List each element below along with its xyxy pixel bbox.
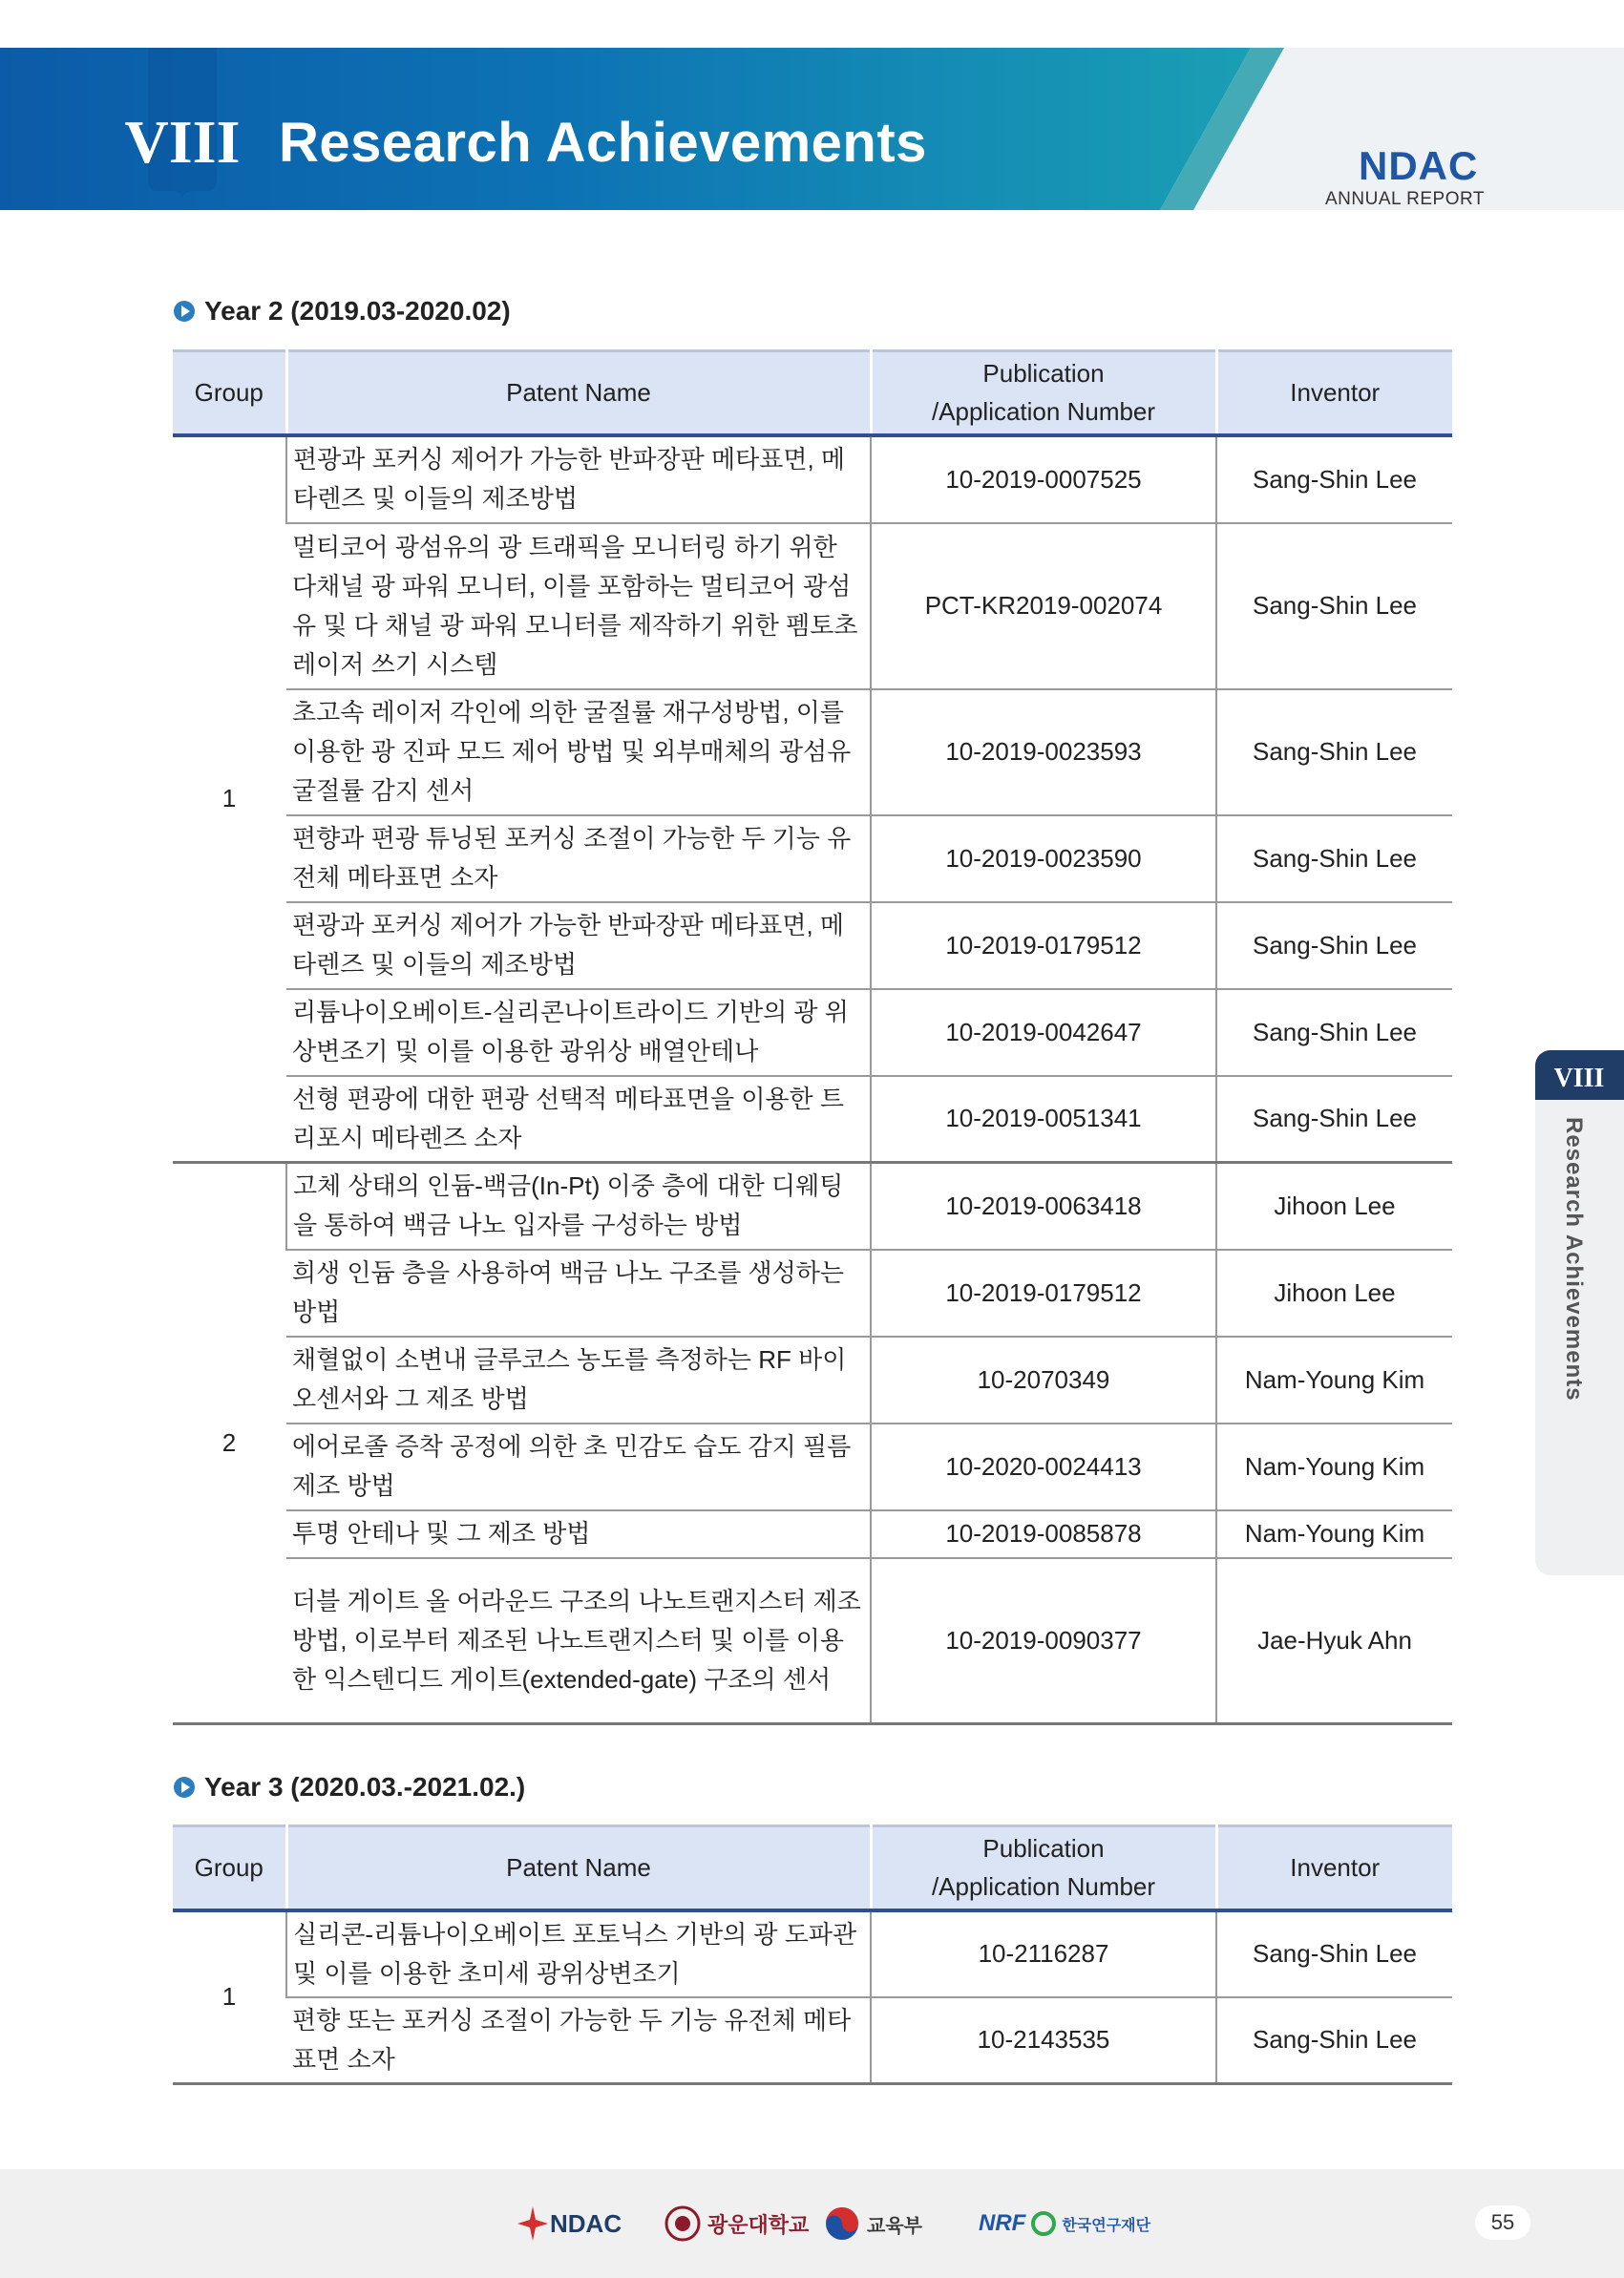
inventor: Nam-Young Kim xyxy=(1216,1337,1452,1424)
inventor: Sang-Shin Lee xyxy=(1216,435,1452,523)
application-number: 10-2020-0024413 xyxy=(871,1424,1216,1510)
year3-heading-text: Year 3 (2020.03.-2021.02.) xyxy=(204,1772,526,1802)
table-row xyxy=(173,523,1452,689)
taegeuk-icon xyxy=(823,2204,861,2243)
inventor: Sang-Shin Lee xyxy=(1216,1076,1452,1163)
patent-name: 초고속 레이저 각인에 의한 굴절률 재구성방법, 이를 이용한 광 진파 모드 제어 방법 및 외부매체의 광섬유 굴절률 감지 센서 xyxy=(286,689,871,815)
application-number: 10-2019-0023593 xyxy=(871,689,1216,815)
application-number: 10-2019-0051341 xyxy=(871,1076,1216,1163)
year2-heading-text: Year 2 (2019.03-2020.02) xyxy=(204,296,511,326)
page-footer xyxy=(0,2169,1624,2278)
year3-patent-table xyxy=(173,1825,1452,2085)
university-seal-icon xyxy=(664,2204,702,2243)
inventor: Jihoon Lee xyxy=(1216,1163,1452,1250)
side-tab-numeral-icon xyxy=(1535,1050,1624,1100)
patent-name: 편향과 편광 튜닝된 포커싱 조절이 가능한 두 기능 유전체 메타표면 소자 xyxy=(286,815,871,902)
patent-name: 편향 또는 포커싱 조절이 가능한 두 기능 유전체 메타표면 소자 xyxy=(286,1997,871,2084)
inventor: Sang-Shin Lee xyxy=(1216,1910,1452,1997)
group-cell: 1 xyxy=(173,435,286,1163)
patent-name: 실리콘-리튬나이오베이트 포토닉스 기반의 광 도파관 및 이를 이용한 초미세 광위상변조기 xyxy=(286,1910,871,1997)
inventor: Sang-Shin Lee xyxy=(1216,1997,1452,2084)
nrf-logo: NRF 한국연구재단 xyxy=(979,2210,1151,2236)
patent-name: 선형 편광에 대한 편광 선택적 메타표면을 이용한 트리포시 메타렌즈 소자 xyxy=(286,1076,871,1163)
application-number: 10-2019-0042647 xyxy=(871,989,1216,1076)
page-title: Research Achievements xyxy=(279,112,927,174)
group-cell: 2 xyxy=(173,1163,286,1724)
inventor: Sang-Shin Lee xyxy=(1216,815,1452,902)
table-header-row xyxy=(173,351,1452,435)
application-number: 10-2019-0090377 xyxy=(871,1558,1216,1724)
inventor: Sang-Shin Lee xyxy=(1216,523,1452,689)
table-row xyxy=(173,435,1452,523)
table-row xyxy=(173,902,1452,989)
inventor: Sang-Shin Lee xyxy=(1216,902,1452,989)
col-header-inventor: Inventor xyxy=(1216,351,1452,435)
inventor: Jae-Hyuk Ahn xyxy=(1216,1558,1452,1724)
col-header-publication: Publication /Application Number xyxy=(871,1826,1216,1910)
table-row xyxy=(173,1424,1452,1510)
group-cell: 1 xyxy=(173,1910,286,2084)
inventor: Nam-Young Kim xyxy=(1216,1510,1452,1558)
ndac-logo: NDAC xyxy=(1359,143,1479,188)
patent-name: 멀티코어 광섬유의 광 트래픽을 모니터링 하기 위한 다채널 광 파워 모니터, 이를 포함하는 멀티코어 광섬유 및 다 채널 광 파워 모니터를 제작하기 위한 펨토초 레이저 쓰기 시스템 xyxy=(286,523,871,689)
patent-name: 편광과 포커싱 제어가 가능한 반파장판 메타표면, 메타렌즈 및 이들의 제조방법 xyxy=(286,902,871,989)
table-row xyxy=(173,815,1452,902)
chapter-numeral: VIII xyxy=(124,108,241,176)
year2-heading xyxy=(174,296,511,327)
side-tab-label: Research Achievements xyxy=(1561,1117,1587,1402)
col-header-group: Group xyxy=(173,351,286,435)
table-row xyxy=(173,1250,1452,1337)
ministry-of-education-logo: 교육부 xyxy=(823,2201,922,2246)
patent-name: 채혈없이 소변내 글루코스 농도를 측정하는 RF 바이오센서와 그 제조 방법 xyxy=(286,1337,871,1424)
table-row xyxy=(173,1558,1452,1724)
application-number: 10-2019-0179512 xyxy=(871,1250,1216,1337)
patent-name: 투명 안테나 및 그 제조 방법 xyxy=(286,1510,871,1558)
table-row xyxy=(173,689,1452,815)
col-header-inventor: Inventor xyxy=(1216,1826,1452,1910)
table-row xyxy=(173,1337,1452,1424)
nrf-swoosh-icon xyxy=(1029,2209,1058,2238)
application-number: 10-2143535 xyxy=(871,1997,1216,2084)
table-row xyxy=(173,1910,1452,1997)
patent-name: 고체 상태의 인듐-백금(In-Pt) 이중 층에 대한 디웨팅을 통하여 백금 나노 입자를 구성하는 방법 xyxy=(286,1163,871,1250)
inventor: Jihoon Lee xyxy=(1216,1250,1452,1337)
svg-text:VIII: VIII xyxy=(1553,1064,1605,1093)
inventor: Sang-Shin Lee xyxy=(1216,989,1452,1076)
year3-heading xyxy=(174,1772,525,1803)
inventor: Nam-Young Kim xyxy=(1216,1424,1452,1510)
application-number: 10-2019-0179512 xyxy=(871,902,1216,989)
patent-name: 더블 게이트 올 어라운드 구조의 나노트랜지스터 제조방법, 이로부터 제조된 나노트랜지스터 및 이를 이용한 익스텐디드 게이트(extended-gate) 구조의 센서 xyxy=(286,1558,871,1724)
kwangwoon-university-logo: 광운대학교 xyxy=(664,2201,809,2246)
play-bullet-icon xyxy=(174,301,195,322)
page-header xyxy=(0,48,1624,210)
patent-name: 리튬나이오베이트-실리콘나이트라이드 기반의 광 위상변조기 및 이를 이용한 광위상 배열안테나 xyxy=(286,989,871,1076)
application-number: PCT-KR2019-002074 xyxy=(871,523,1216,689)
table-row xyxy=(173,1076,1452,1163)
table-row xyxy=(173,1163,1452,1250)
application-number: 10-2070349 xyxy=(871,1337,1216,1424)
application-number: 10-2116287 xyxy=(871,1910,1216,1997)
annual-report-label: ANNUAL REPORT xyxy=(1325,189,1485,209)
application-number: 10-2019-0007525 xyxy=(871,435,1216,523)
inventor: Sang-Shin Lee xyxy=(1216,689,1452,815)
col-header-patent: Patent Name xyxy=(286,351,871,435)
chapter-number-badge xyxy=(124,48,241,210)
page-number: 55 xyxy=(1475,2205,1530,2240)
ndac-star-icon xyxy=(516,2204,550,2243)
table-row xyxy=(173,1997,1452,2084)
application-number: 10-2019-0023590 xyxy=(871,815,1216,902)
year2-patent-table xyxy=(173,349,1452,1725)
patent-name: 에어로졸 증착 공정에 의한 초 민감도 습도 감지 필름 제조 방법 xyxy=(286,1424,871,1510)
patent-name: 희생 인듐 층을 사용하여 백금 나노 구조를 생성하는 방법 xyxy=(286,1250,871,1337)
side-tab-chapter-badge xyxy=(1535,1050,1624,1100)
col-header-publication: Publication /Application Number xyxy=(871,351,1216,435)
col-header-patent: Patent Name xyxy=(286,1826,871,1910)
patent-name: 편광과 포커싱 제어가 가능한 반파장판 메타표면, 메타렌즈 및 이들의 제조방법 xyxy=(286,435,871,523)
application-number: 10-2019-0063418 xyxy=(871,1163,1216,1250)
table-row xyxy=(173,989,1452,1076)
table-row xyxy=(173,1510,1452,1558)
application-number: 10-2019-0085878 xyxy=(871,1510,1216,1558)
chapter-side-tab[interactable] xyxy=(1535,1050,1624,1575)
table-header-row xyxy=(173,1826,1452,1910)
ndac-footer-logo: NDAC xyxy=(516,2201,622,2246)
col-header-group: Group xyxy=(173,1826,286,1910)
play-bullet-icon xyxy=(174,1777,195,1798)
